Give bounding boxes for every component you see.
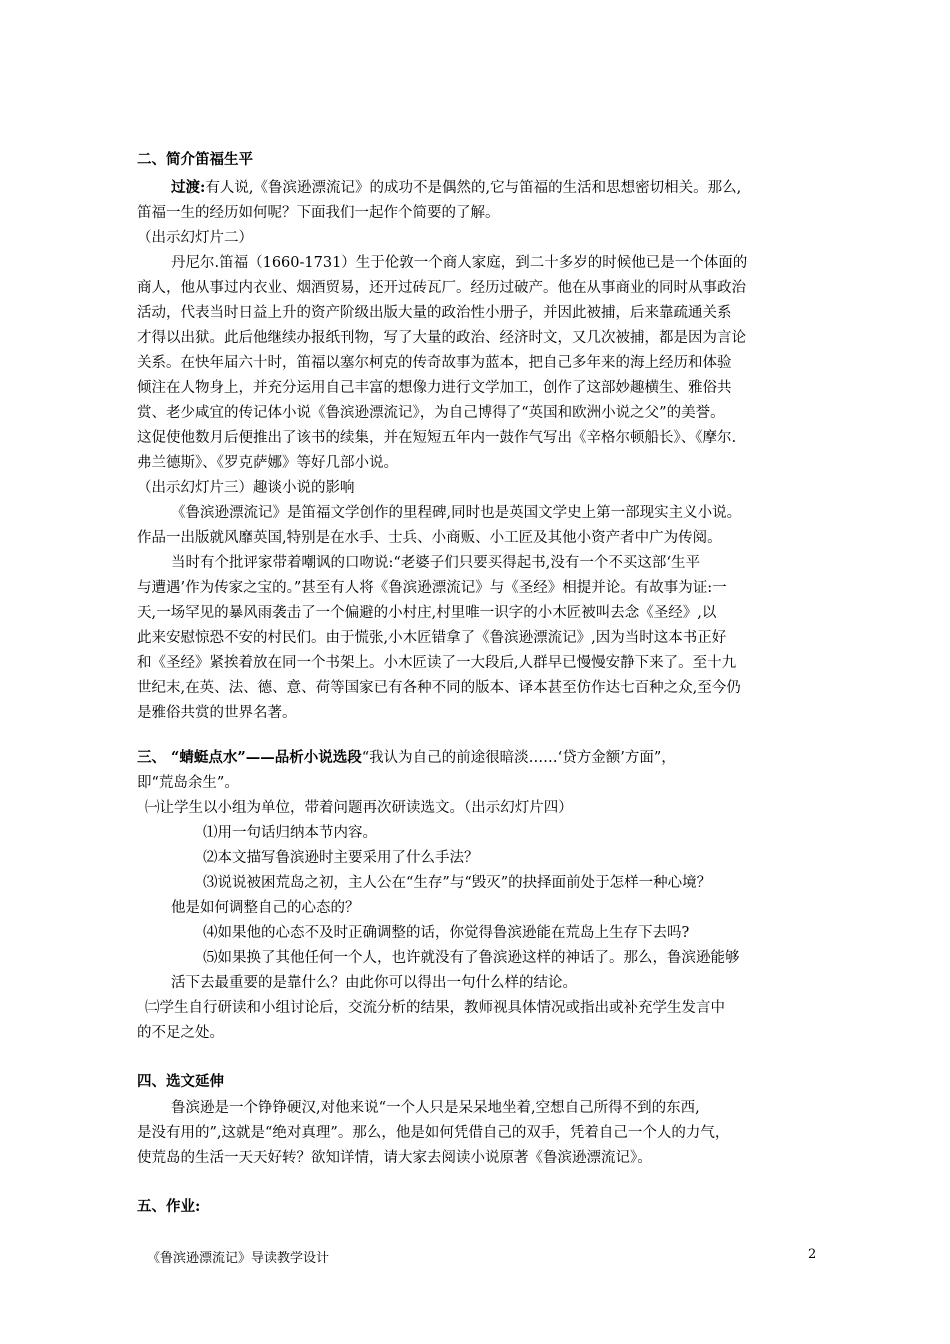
question-1: ⑴用一句话归纳本节内容。	[203, 825, 377, 841]
footer-title: 《鲁滨逊漂流记》导读教学设计	[147, 1251, 330, 1266]
section-5-heading: 五、作业:	[137, 1198, 201, 1215]
bio-line: 商人，他从事过内衣业、烟酒贸易，还开过砖瓦厂。经历过破产。他在从事商业的同时从事政治	[137, 280, 746, 296]
question-4: ⑷如果他的心态不及时正确调整的话，你觉得鲁滨逊能在荒岛上生存下去吗?	[203, 925, 690, 941]
question-5: ⑸如果换了其他任何一个人，也许就没有了鲁滨逊这样的神话了。那么，鲁滨逊能够	[203, 950, 740, 966]
section-4-heading: 四、选文延伸	[137, 1073, 224, 1090]
bio-line: 活动，代表当时日益上升的资产阶级出版大量的政治性小册子，并因此被捕，后来靠疏通关系	[137, 305, 732, 321]
bio-line: 丹尼尔.笛福（1660-1731）生于伦敦一个商人家庭，到二十多岁的时候他已是一个体面的	[171, 255, 748, 271]
transition-line	[171, 178, 741, 198]
influence-line: 世纪末,在英、法、德、意、荷等国家已有各种不同的版本、译本甚至仿作达七百种之众,至今仍	[137, 680, 741, 696]
influence-line: 作品一出版就风靡英国,特别是在水手、士兵、小商贩、小工匠及其他小资产者中广为传阅。	[137, 530, 722, 546]
influence-line: 和《圣经》紧挨着放在同一个书架上。小木匠读了一大段后,人群早已慢慢安静下来了。至十九	[137, 655, 737, 671]
influence-line: 此来安慰惊恐不安的村民们。由于慌张,小木匠错拿了《鲁滨逊漂流记》,因为当时这本书正好	[137, 630, 727, 646]
question-3: ⑶说说被困荒岛之初，主人公在“生存”与“毁灭”的抉择面前处于怎样一种心境？	[203, 875, 712, 891]
section-3-heading	[137, 748, 676, 768]
bio-line: 关系。在快年届六十时，笛福以塞尔柯克的传奇故事为蓝本，把自己多年来的海上经历和体验	[137, 355, 732, 371]
task-item-2: ㈡学生自行研读和小组讨论后，交流分析的结果，教师视具体情况或指出或补充学生发言中	[145, 1000, 725, 1016]
section-3-title: 三、 “蜻蜓点水”——品析小说选段	[137, 749, 362, 766]
transition-label: 过渡:	[171, 179, 206, 196]
slide-2-note: （出示幻灯片二）	[137, 230, 253, 246]
bio-line: 这促使他数月后便推出了该书的续集，并在短短五年内一鼓作气写出《辛格尔顿船长》、《摩尔.	[137, 430, 737, 446]
bio-line: 倾注在人物身上，并充分运用自己丰富的想像力进行文学加工，创作了这部妙趣横生、雅俗共	[137, 380, 732, 396]
section-3-heading-line2: 即“荒岛余生”。	[137, 775, 239, 791]
bio-line: 赏、老少咸宜的传记体小说《鲁滨逊漂流记》，为自己博得了“英国和欧洲小说之父”的美誉。	[137, 405, 725, 421]
page-number: 2	[808, 1247, 817, 1262]
question-2: ⑵本文描写鲁滨逊时主要采用了什么手法？	[203, 850, 479, 866]
section-3-quote: “我认为自己的前途很暗淡……‘贷方金额’方面”，	[361, 750, 676, 766]
bio-line: 弗兰德斯》、《罗克萨娜》等好几部小说。	[137, 455, 398, 471]
influence-line: 《鲁滨逊漂流记》是笛福文学创作的里程碑,同时也是英国文学史上第一部现实主义小说。	[171, 505, 742, 521]
influence-line: 当时有个批评家带着嘲讽的口吻说:“老婆子们只要买得起书,没有一个不买这部‘生平	[171, 555, 701, 571]
section-2-heading: 二、简介笛福生平	[137, 151, 253, 168]
task-item-2-continued: 的不足之处。	[137, 1025, 224, 1041]
task-item-1: ㈠让学生以小组为单位，带着问题再次研读选文。（出示幻灯片四）	[145, 800, 573, 816]
extension-line: 是没有用的”,这就是“绝对真理”。那么，他是如何凭借自己的双手，凭着自己一个人的力气，	[137, 1125, 730, 1141]
question-5-continued: 活下去最重要的是靠什么？由此你可以得出一句什么样的结论。	[171, 975, 577, 991]
bio-line: 才得以出狱。此后他继续办报纸刊物，写了大量的政治、经济时文，又几次被捕，都是因为言论	[137, 330, 746, 346]
influence-line: 是雅俗共赏的世界名著。	[137, 705, 297, 721]
influence-line: 天,一场罕见的暴风雨袭击了一个偏避的小村庄,村里唯一识字的小木匠被叫去念《圣经》,以	[137, 605, 717, 621]
transition-text-2: 笛福一生的经历如何呢？下面我们一起作个简要的了解。	[137, 205, 500, 221]
slide-3-note: （出示幻灯片三）趣谈小说的影响	[137, 480, 355, 496]
extension-line: 使荒岛的生活一天天好转？欲知详情，请大家去阅读小说原著《鲁滨逊漂流记》。	[137, 1150, 652, 1166]
extension-line: 鲁滨逊是一个铮铮硬汉,对他来说“一个人只是呆呆地坐着,空想自己所得不到的东西,	[171, 1100, 700, 1116]
question-3-continued: 他是如何调整自己的心态的？	[171, 900, 360, 916]
influence-line: 与遭遇’作为传家之宝的。”甚至有人将《鲁滨逊漂流记》与《圣经》相提并论。有故事为证:一	[137, 580, 727, 596]
transition-text: 有人说,《鲁滨逊漂流记》的成功不是偶然的,它与笛福的生活和思想密切相关。那么,	[205, 180, 742, 196]
